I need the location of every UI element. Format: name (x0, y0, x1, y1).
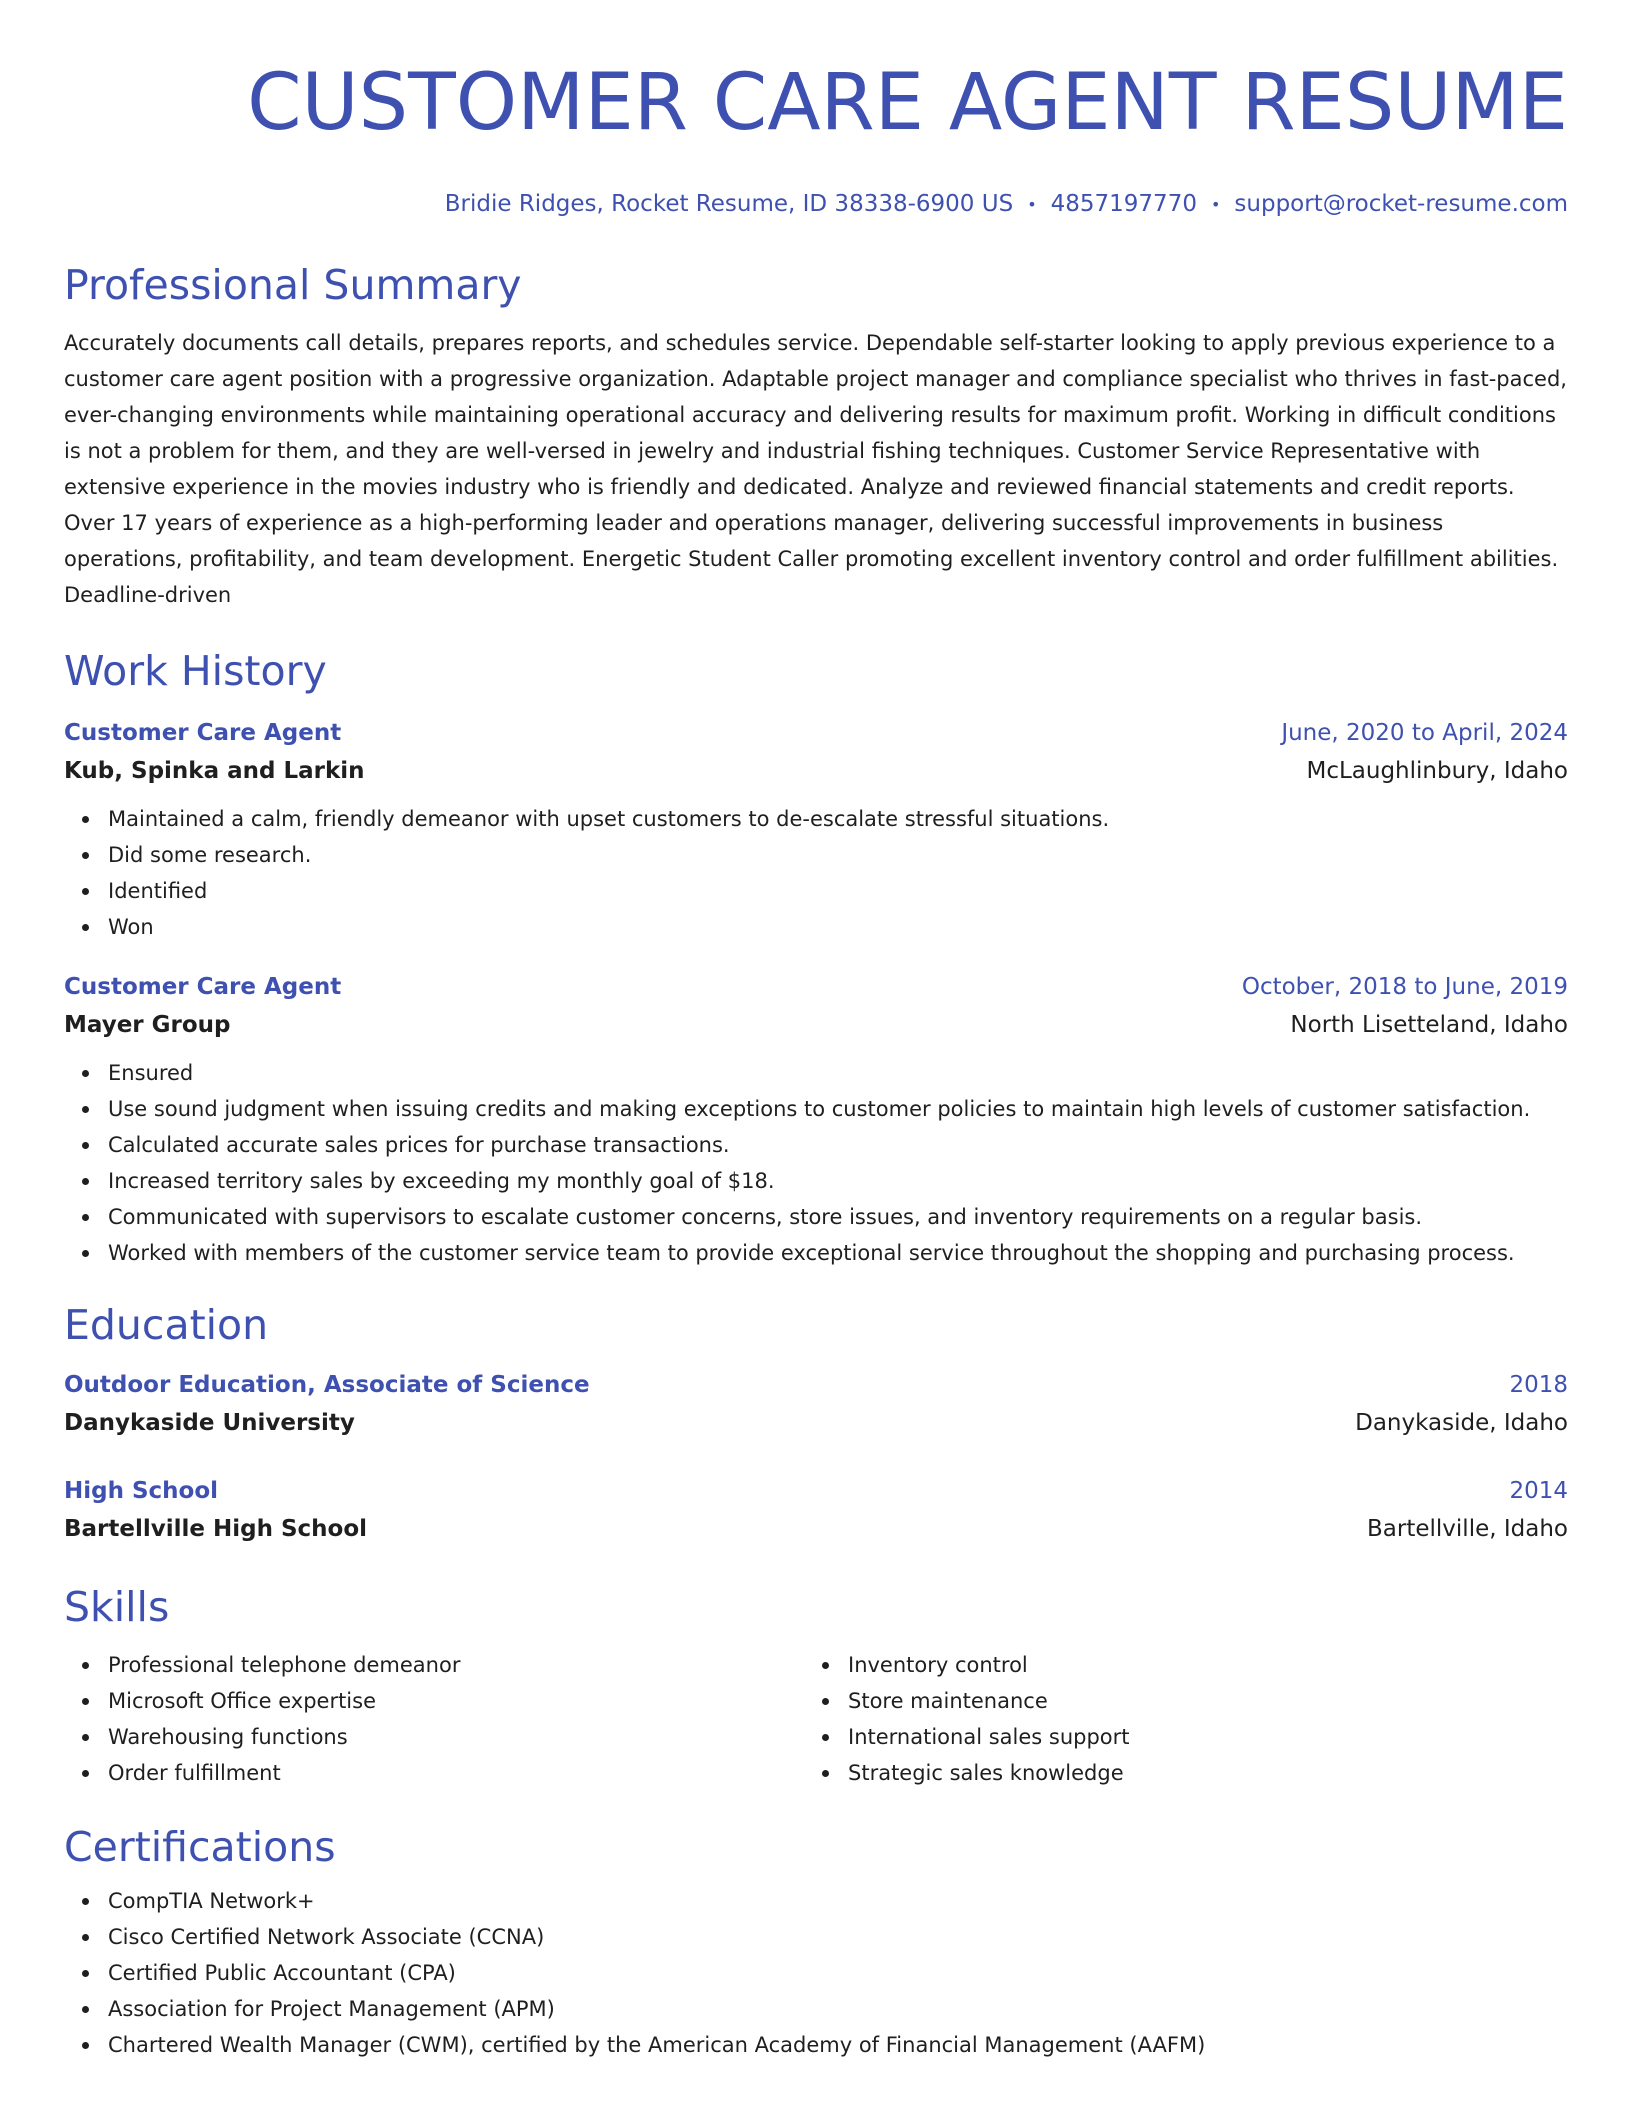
contact-address: Bridie Ridges, Rocket Resume, ID 38338-6900 US (444, 191, 1014, 217)
school-location: Bartellville, Idaho (1367, 1515, 1568, 1542)
section-title-work-history: Work History (64, 646, 327, 695)
school-name: Danykaside University (64, 1409, 355, 1436)
work-entry (64, 969, 1568, 1271)
skill-item: International sales support (804, 1719, 1568, 1755)
work-entry-subheader (64, 1005, 1568, 1045)
certification-item: Cisco Certified Network Associate (CCNA) (64, 1919, 1568, 1955)
skill-item: Order fulfillment (64, 1755, 804, 1791)
company-location: McLaughlinbury, Idaho (1306, 757, 1568, 784)
job-duty: Increased territory sales by exceeding my monthly goal of $18. (64, 1163, 1568, 1199)
education-entry (64, 1473, 1568, 1549)
job-duty: Maintained a calm, friendly demeanor with upset customers to de-escalate stressful situations. (64, 801, 1568, 837)
certification-item: Certified Public Accountant (CPA) (64, 1955, 1568, 1991)
graduation-year: 2014 (1509, 1477, 1568, 1504)
job-duties-list (64, 1055, 1568, 1271)
education-entry-header (64, 1367, 1568, 1403)
degree-name: Outdoor Education, Associate of Science (64, 1371, 590, 1398)
job-duty: Worked with members of the customer service team to provide exceptional service throughout the shopping and purchasing process. (64, 1235, 1568, 1271)
company-name: Kub, Spinka and Larkin (64, 757, 365, 784)
school-location: Danykaside, Idaho (1355, 1409, 1568, 1436)
contact-separator: • (1210, 194, 1221, 214)
job-title: Customer Care Agent (64, 973, 342, 1000)
skill-item: Strategic sales knowledge (804, 1755, 1568, 1791)
job-duties-list (64, 801, 1568, 945)
job-duty: Communicated with supervisors to escalate customer concerns, store issues, and inventory requirements on a regular basis. (64, 1199, 1568, 1235)
school-name: Bartellville High School (64, 1515, 368, 1542)
certifications-list (64, 1883, 1568, 2063)
job-duty: Won (64, 909, 1568, 945)
section-title-summary: Professional Summary (64, 260, 522, 309)
job-dates: June, 2020 to April, 2024 (1281, 719, 1568, 746)
company-location: North Lisetteland, Idaho (1290, 1011, 1568, 1038)
job-dates: October, 2018 to June, 2019 (1241, 973, 1568, 1000)
certification-item: Association for Project Management (APM) (64, 1991, 1568, 2027)
education-entry-header (64, 1473, 1568, 1509)
work-entry-header (64, 969, 1568, 1005)
job-duty: Calculated accurate sales prices for purchase transactions. (64, 1127, 1568, 1163)
skills-list-left (64, 1647, 804, 1791)
education-entry-subheader (64, 1509, 1568, 1549)
skill-item: Warehousing functions (64, 1719, 804, 1755)
work-entry-subheader (64, 751, 1568, 791)
job-duty: Did some research. (64, 837, 1568, 873)
degree-name: High School (64, 1477, 219, 1504)
resume-title: CUSTOMER CARE AGENT RESUME (247, 58, 1568, 148)
education-entry-subheader (64, 1403, 1568, 1443)
graduation-year: 2018 (1509, 1371, 1568, 1398)
education-entry (64, 1367, 1568, 1443)
company-name: Mayer Group (64, 1011, 231, 1038)
contact-separator: • (1027, 194, 1037, 214)
skills-columns (64, 1647, 1568, 1791)
work-entry-header (64, 715, 1568, 751)
job-title: Customer Care Agent (64, 719, 342, 746)
skill-item: Microsoft Office expertise (64, 1683, 804, 1719)
skill-item: Store maintenance (804, 1683, 1568, 1719)
contact-phone: 4857197770 (1050, 191, 1197, 217)
job-duty: Identified (64, 873, 1568, 909)
summary-paragraph: Accurately documents call details, prepares reports, and schedules service. Dependable self-starter looking to apply previous experience to a customer care agent position with a progressive organization. Adaptable project manager and compliance specialist who thrives in fast-paced, ever-changing environments while maintaining operational accuracy and delivering results for maximum profit. Working in difficult conditions is not a problem for them, and they are well-versed in jewelry and industrial fishing techniques. Customer Service Representative with extensive experience in the movies industry who is friendly and dedicated. Analyze and reviewed financial statements and credit reports. Over 17 years of experience as a high-performing leader and operations manager, delivering successful improvements in business operations, profitability, and team development. Energetic Student Caller promoting excellent inventory control and order fulfillment abilities. Deadline-driven (64, 330, 1567, 607)
section-title-education: Education (64, 1300, 269, 1349)
resume-page (64, 0, 1568, 2063)
job-duty: Use sound judgment when issuing credits and making exceptions to customer policies to maintain high levels of customer satisfaction. (64, 1091, 1568, 1127)
section-title-certifications: Certifications (64, 1822, 336, 1871)
skill-item: Inventory control (804, 1647, 1568, 1683)
contact-email: support@rocket-resume.com (1234, 191, 1568, 217)
skill-item: Professional telephone demeanor (64, 1647, 804, 1683)
skills-list-right (804, 1647, 1568, 1791)
work-entry (64, 715, 1568, 945)
contact-line (64, 188, 1568, 221)
certification-item: Chartered Wealth Manager (CWM), certified by the American Academy of Financial Management (AAFM) (64, 2027, 1568, 2063)
certification-item: CompTIA Network+ (64, 1883, 1568, 1919)
job-duty: Ensured (64, 1055, 1568, 1091)
section-title-skills: Skills (64, 1582, 170, 1631)
